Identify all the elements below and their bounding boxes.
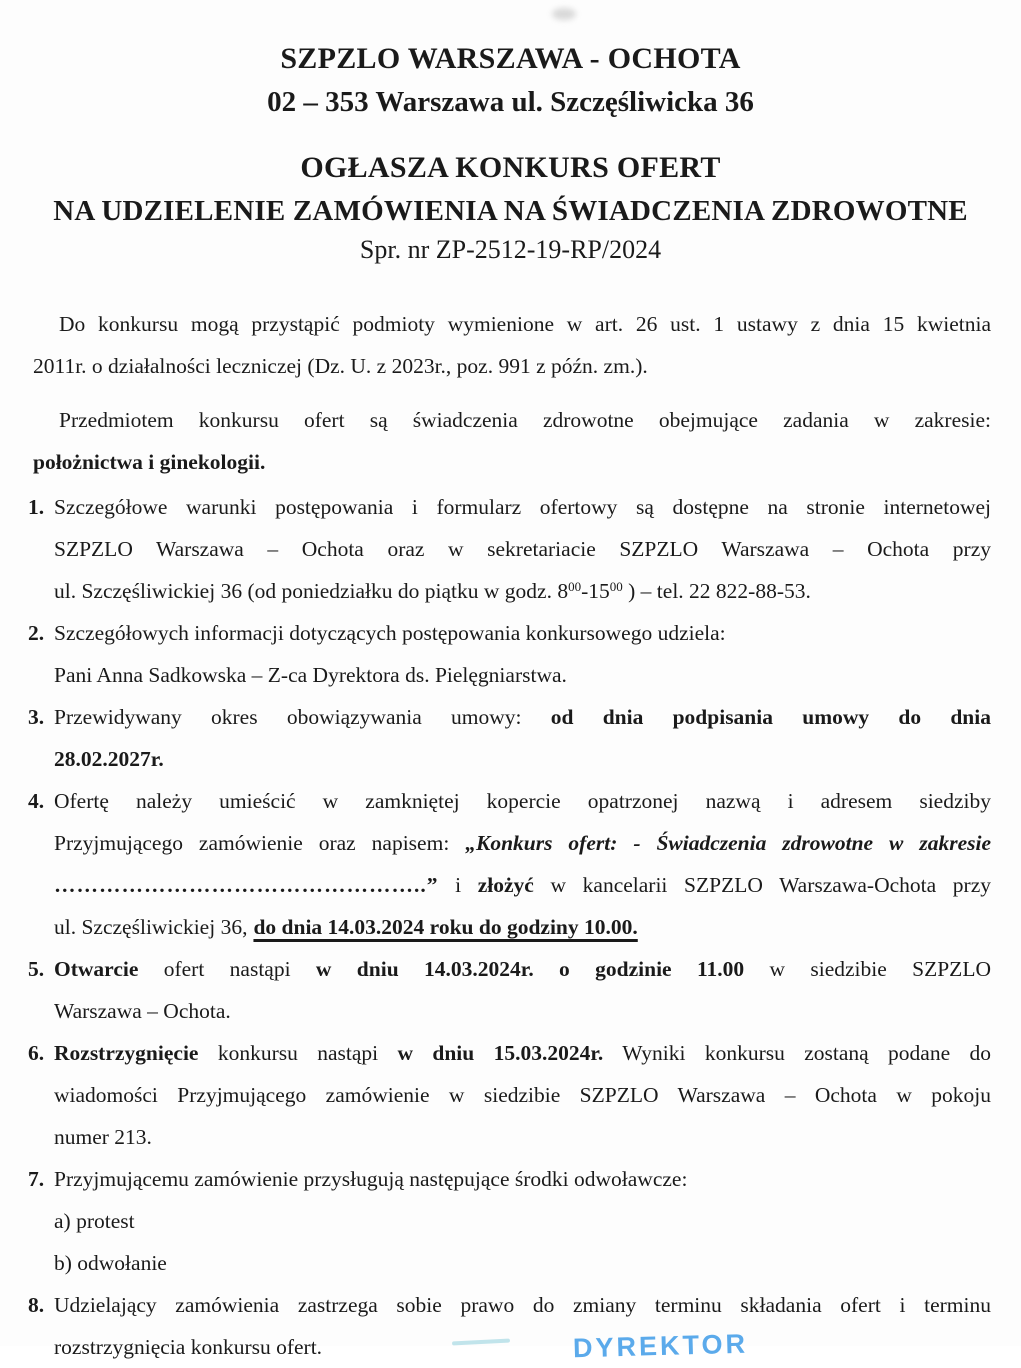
item4-submission-deadline: do dnia 14.03.2024 roku do godziny 10.00. bbox=[253, 915, 638, 939]
item8-line1 bbox=[28, 1284, 991, 1326]
item5-text-a: ofert nastąpi bbox=[138, 957, 316, 981]
list-item-4 bbox=[28, 780, 991, 948]
item4-line2 bbox=[54, 822, 991, 864]
item1-line1 bbox=[28, 486, 991, 528]
item3-number: 3. bbox=[28, 705, 45, 729]
item1-line3-text-a: ul. Szczęśliwickiej 36 (od poniedziałku do piątku w godz. 8 bbox=[54, 579, 569, 603]
item5-opening-bold: Otwarcie bbox=[54, 957, 139, 981]
item2-line2: Pani Anna Sadkowska – Z-ca Dyrektora ds. Pielęgniarstwa. bbox=[54, 663, 567, 687]
paragraph-subject-line2 bbox=[33, 441, 991, 483]
announcement-block bbox=[0, 151, 1021, 265]
item4-text-e: ul. Szczęśliwickiej 36, bbox=[54, 915, 248, 939]
item8-number: 8. bbox=[28, 1293, 45, 1317]
item6-text-a: konkursu nastąpi bbox=[198, 1041, 398, 1065]
item4-envelope-quote: „Konkurs ofert: - Świadczenia zdrowotne w zakresie bbox=[465, 831, 991, 855]
item4-line3 bbox=[54, 864, 991, 906]
item6-number: 6. bbox=[28, 1041, 45, 1065]
item1-hours-close-sup: 00 bbox=[609, 579, 623, 594]
item6-line2: wiadomości Przyjmującego zamówienie w siedzibie SZPZLO Warszawa – Ochota w pokoju bbox=[54, 1083, 991, 1107]
item3-line2 bbox=[54, 738, 991, 780]
scan-smudge bbox=[552, 8, 576, 20]
item7-sub-item-appeal: b) odwołanie bbox=[54, 1251, 167, 1275]
item1-text: Szczegółowe warunki postępowania i formularz ofertowy są dostępne na stronie internetowej bbox=[54, 495, 991, 519]
item7-sub-item-protest: a) protest bbox=[54, 1209, 135, 1233]
item4-dotted-blank: …………………………………………..” bbox=[54, 873, 439, 897]
item5-line2: Warszawa – Ochota. bbox=[54, 999, 231, 1023]
list-item-2 bbox=[28, 612, 991, 696]
item1-line3-text-b: -15 bbox=[581, 579, 610, 603]
list-item-1 bbox=[28, 486, 991, 612]
list-item-5 bbox=[28, 948, 991, 1032]
paragraph-eligibility-line2: 2011r. o działalności leczniczej (Dz. U. z 2023r., poz. 991 z późn. zm.). bbox=[33, 354, 648, 378]
item5-line1 bbox=[28, 948, 991, 990]
paragraph-subject-line1: Przedmiotem konkursu ofert są świadczenia zdrowotne obejmujące zadania w zakresie: bbox=[59, 408, 991, 432]
list-item-7 bbox=[28, 1158, 991, 1284]
item2-number: 2. bbox=[28, 621, 45, 645]
item7-number: 7. bbox=[28, 1167, 45, 1191]
announcement-title: OGŁASZA KONKURS OFERT bbox=[300, 151, 721, 184]
list-item-8 bbox=[28, 1284, 991, 1368]
item6-line3: numer 213. bbox=[54, 1125, 152, 1149]
item4-text-b: Przyjmującego zamówienie oraz napisem: bbox=[54, 831, 466, 855]
item1-line3 bbox=[54, 570, 991, 612]
item4-submit-bold: złożyć bbox=[477, 873, 534, 897]
numbered-list bbox=[28, 486, 991, 1368]
item6-resolution-date: w dniu 15.03.2024r. bbox=[397, 1041, 604, 1065]
paragraph-subject bbox=[33, 399, 991, 483]
paragraph-eligibility-line1: Do konkursu mogą przystąpić podmioty wymienione w art. 26 ust. 1 ustawy z dnia 15 kwietnia bbox=[59, 312, 991, 336]
item2-text: Szczegółowych informacji dotyczących postępowania konkursowego udziela: bbox=[54, 621, 726, 645]
item3-line1 bbox=[28, 696, 991, 738]
item8-text: Udzielający zamówienia zastrzega sobie prawo do zmiany terminu składania ofert i terminu bbox=[54, 1293, 991, 1317]
item4-text-a: Ofertę należy umieścić w zamkniętej kopercie opatrzonej nazwą i adresem siedziby bbox=[54, 789, 991, 813]
paragraph-eligibility bbox=[33, 303, 991, 387]
organization-name: SZPZLO WARSZAWA - OCHOTA bbox=[280, 42, 741, 75]
item5-text-b: w siedzibie SZPZLO bbox=[744, 957, 991, 981]
item4-number: 4. bbox=[28, 789, 45, 813]
item1-line3-text-c: ) – tel. 22 822-88-53. bbox=[622, 579, 811, 603]
item1-number: 1. bbox=[28, 495, 45, 519]
item4-text-c: i bbox=[438, 873, 478, 897]
item4-line1 bbox=[28, 780, 991, 822]
item3-contract-end-date: 28.02.2027r. bbox=[54, 747, 164, 771]
item7-line1 bbox=[28, 1158, 991, 1200]
case-number: Spr. nr ZP-2512-19-RP/2024 bbox=[359, 235, 662, 264]
organization-address: 02 – 353 Warszawa ul. Szczęśliwicka 36 bbox=[267, 86, 754, 118]
item6-text-b: Wyniki konkursu zostaną podane do bbox=[603, 1041, 991, 1065]
item6-resolution-bold: Rozstrzygnięcie bbox=[54, 1041, 199, 1065]
director-stamp: DYREKTOR bbox=[572, 1328, 749, 1364]
list-item-3 bbox=[28, 696, 991, 780]
item4-text-d: w kancelarii SZPZLO Warszawa-Ochota przy bbox=[533, 873, 991, 897]
announcement-subtitle: NA UDZIELENIE ZAMÓWIENIA NA ŚWIADCZENIA ZDROWOTNE bbox=[53, 195, 968, 227]
item2-line1 bbox=[28, 612, 991, 654]
document-body bbox=[28, 303, 991, 1368]
item8-line2: rozstrzygnięcia konkursu ofert. bbox=[54, 1335, 323, 1359]
item4-line4 bbox=[54, 906, 991, 948]
subject-scope-bold: położnictwa i ginekologii. bbox=[33, 450, 266, 474]
item6-line1 bbox=[28, 1032, 991, 1074]
item7-text: Przyjmującemu zamówienie przysługują następujące środki odwoławcze: bbox=[54, 1167, 688, 1191]
item1-line2: SZPZLO Warszawa – Ochota oraz w sekretariacie SZPZLO Warszawa – Ochota przy bbox=[54, 537, 991, 561]
item5-number: 5. bbox=[28, 957, 45, 981]
document-header bbox=[0, 0, 1021, 265]
item3-contract-period-bold: od dnia podpisania umowy do dnia bbox=[550, 705, 991, 729]
list-item-6 bbox=[28, 1032, 991, 1158]
item5-opening-datetime: w dniu 14.03.2024r. o godzinie 11.00 bbox=[315, 957, 745, 981]
item1-hours-open-sup: 00 bbox=[568, 579, 582, 594]
item3-text-normal: Przewidywany okres obowiązywania umowy: bbox=[54, 705, 551, 729]
